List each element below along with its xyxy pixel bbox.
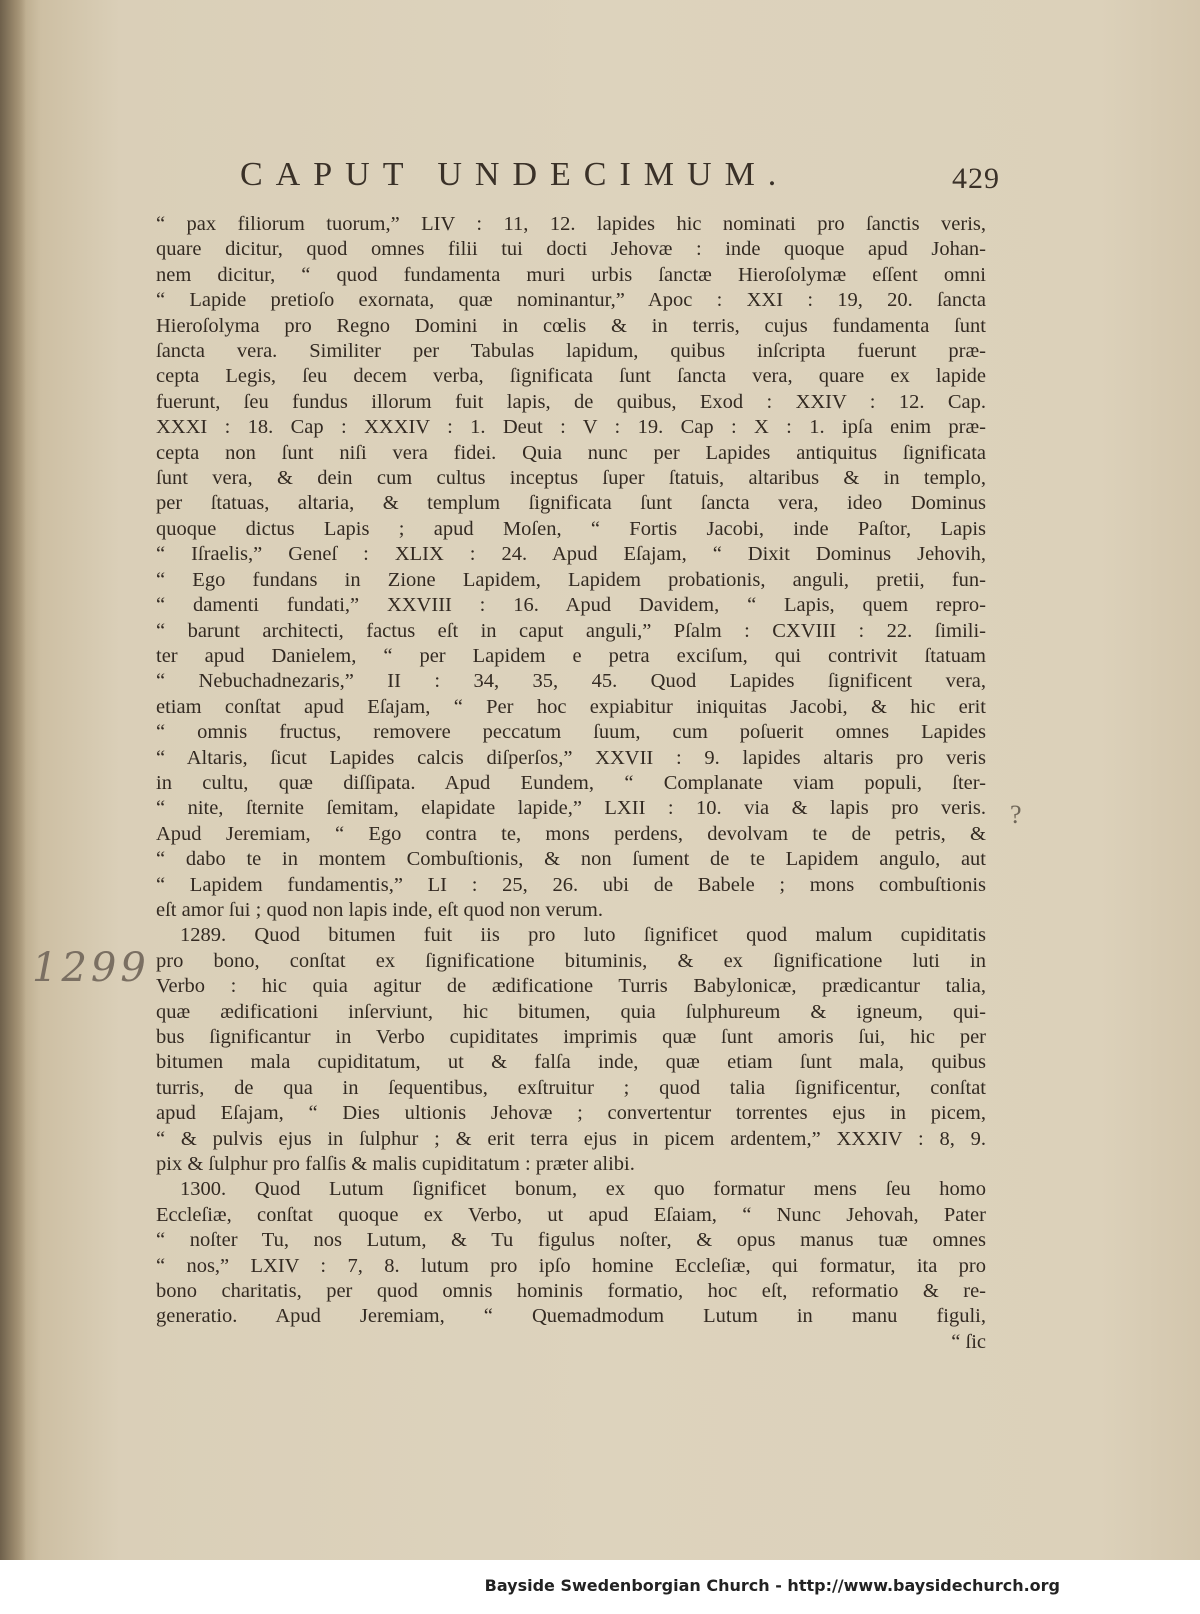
- text-line: etiam conſtat apud Eſajam, “ Per hoc expiabitur iniquitas Jacobi, & hic erit: [156, 695, 986, 718]
- running-head: CAPUT UNDECIMUM.: [240, 156, 790, 193]
- text-line: “ nos,” LXIV : 7, 8. lutum pro ipſo homine Eccleſiæ, qui formatur, ita pro: [156, 1254, 986, 1277]
- text-line: Hieroſolyma pro Regno Domini in cœlis & in terris, cujus fundamenta ſunt: [156, 314, 986, 337]
- text-line: ſancta vera. Similiter per Tabulas lapidum, quibus inſcripta fuerunt præ-: [156, 340, 986, 363]
- text-line: Apud Jeremiam, “ Ego contra te, mons perdens, devolvam te de petris, &: [156, 822, 986, 845]
- text-line: apud Eſajam, “ Dies ultionis Jehovæ ; convertentur torrentes ejus in picem,: [156, 1102, 986, 1125]
- text-line: pix & ſulphur pro falſis & malis cupiditatum : præter alibi.: [156, 1153, 635, 1176]
- text-line: bono charitatis, per quod omnis hominis formatio, hoc eſt, reformatio & re-: [156, 1280, 986, 1303]
- text-line: “ Lapide pretioſo exornata, quæ nominantur,” Apoc : XXI : 19, 20. ſancta: [156, 289, 986, 312]
- text-line: in cultu, quæ diſſipata. Apud Eundem, “ Complanate viam populi, ſter-: [156, 771, 986, 794]
- text-line: quoque dictus Lapis ; apud Moſen, “ Fortis Jacobi, inde Paſtor, Lapis: [156, 517, 986, 540]
- body-text: [156, 212, 986, 1355]
- page-header: [240, 156, 1000, 206]
- footer-bar: [0, 1568, 1200, 1614]
- text-line: generatio. Apud Jeremiam, “ Quemadmodum Lutum in manu figuli,: [156, 1305, 986, 1328]
- text-line: “ omnis fructus, removere peccatum ſuum, cum poſuerit omnes Lapides: [156, 721, 986, 744]
- catchword: “ ſic: [951, 1330, 986, 1353]
- text-line: cepta non ſunt niſi vera fidei. Quia nunc per Lapides antiquitus ſignificata: [156, 441, 986, 464]
- text-line: turris, de qua in ſequentibus, exſtruitur ; quod talia ſignificentur, conſtat: [156, 1076, 986, 1099]
- text-line: Eccleſiæ, conſtat quoque ex Verbo, ut apud Eſaiam, “ Nunc Jehovah, Pater: [156, 1203, 986, 1226]
- page-number: 429: [952, 162, 1000, 195]
- pencil-margin-mark: ?: [1010, 800, 1022, 829]
- text-line: “ Ego fundans in Zione Lapidem, Lapidem probationis, anguli, pretii, fun-: [156, 568, 986, 591]
- footer-credit: Bayside Swedenborgian Church - http://www.baysidechurch.org: [484, 1576, 1060, 1595]
- text-line: Verbo : hic quia agitur de ædificatione Turris Babylonicæ, prædicantur talia,: [156, 975, 986, 998]
- text-line: “ damenti fundati,” XXVIII : 16. Apud Davidem, “ Lapis, quem repro-: [156, 594, 986, 617]
- text-line: fuerunt, ſeu fundus illorum fuit lapis, de quibus, Exod : XXIV : 12. Cap.: [156, 390, 986, 413]
- paragraph-1289-start: 1289. Quod bitumen fuit iis pro luto ſignificet quod malum cupiditatis: [180, 924, 986, 947]
- text-line: “ barunt architecti, factus eſt in caput anguli,” Pſalm : CXVIII : 22. ſimili-: [156, 619, 986, 642]
- text-line: “ Lapidem fundamentis,” LI : 25, 26. ubi de Babele ; mons combuſtionis: [156, 873, 986, 896]
- text-line: “ nite, ſternite ſemitam, elapidate lapide,” LXII : 10. via & lapis pro veris.: [156, 797, 986, 820]
- text-line: per ſtatuas, altaria, & templum ſignificata ſunt ſancta vera, ideo Dominus: [156, 492, 986, 515]
- text-line: ſunt vera, & dein cum cultus inceptus ſuper ſtatuis, altaribus & in templo,: [156, 467, 986, 490]
- text-line: “ Iſraelis,” Geneſ : XLIX : 24. Apud Eſajam, “ Dixit Dominus Jehovih,: [156, 543, 986, 566]
- text-line: “ & pulvis ejus in ſulphur ; & erit terra ejus in picem ardentem,” XXXIV : 8, 9.: [156, 1127, 986, 1150]
- handwritten-margin-number: 1299: [32, 945, 150, 991]
- text-line: “ noſter Tu, nos Lutum, & Tu figulus noſter, & opus manus tuæ omnes: [156, 1229, 986, 1252]
- text-line: quare dicitur, quod omnes filii tui docti Jehovæ : inde quoque apud Johan-: [156, 238, 986, 261]
- text-line: “ Altaris, ſicut Lapides calcis diſperſos,” XXVII : 9. lapides altaris pro veris: [156, 746, 986, 769]
- text-line: cepta Legis, ſeu decem verba, ſignificata ſunt ſancta vera, quare ex lapide: [156, 365, 986, 388]
- text-line: XXXI : 18. Cap : XXXIV : 1. Deut : V : 19. Cap : X : 1. ipſa enim præ-: [156, 416, 986, 439]
- text-line: “ dabo te in montem Combuſtionis, & non ſument de te Lapidem angulo, aut: [156, 848, 986, 871]
- page-gutter-shadow: [0, 0, 26, 1560]
- text-line: “ pax filiorum tuorum,” LIV : 11, 12. lapides hic nominati pro ſanctis veris,: [156, 213, 986, 235]
- text-line: pro bono, conſtat ex ſignificatione bituminis, & ex ſignificatione luti in: [156, 949, 986, 972]
- text-line: ter apud Danielem, “ per Lapidem e petra exciſum, qui contrivit ſtatuam: [156, 644, 986, 667]
- text-line: quæ ædificationi inſerviunt, hic bitumen, quia ſulphureum & igneum, qui-: [156, 1000, 986, 1023]
- paragraph-1300-start: 1300. Quod Lutum ſignificet bonum, ex quo formatur mens ſeu homo: [180, 1178, 986, 1201]
- text-line: eſt amor ſui ; quod non lapis inde, eſt quod non verum.: [156, 898, 603, 921]
- text-line: bus ſignificantur in Verbo cupiditates imprimis quæ ſunt amoris ſui, hic per: [156, 1026, 986, 1048]
- text-line: bitumen mala cupiditatum, ut & falſa inde, quæ etiam ſunt mala, quibus: [156, 1051, 986, 1074]
- text-line: nem dicitur, “ quod fundamenta muri urbis ſanctæ Hieroſolymæ eſſent omni: [156, 263, 986, 286]
- text-line: “ Nebuchadnezaris,” II : 34, 35, 45. Quod Lapides ſignificent vera,: [156, 670, 986, 693]
